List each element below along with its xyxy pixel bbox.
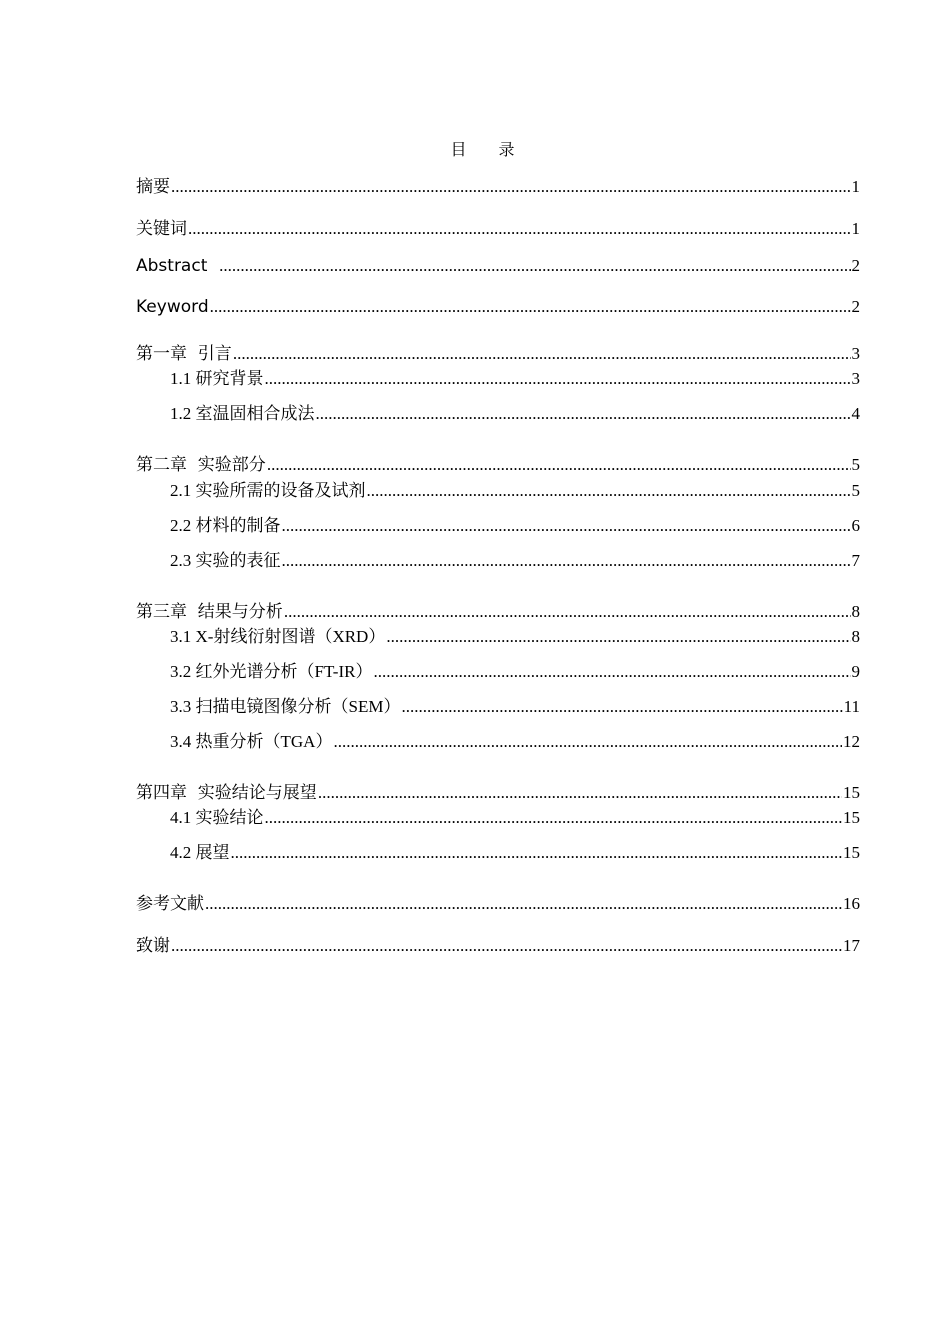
toc-page-number: 3	[851, 344, 860, 363]
toc-page-number: 12	[843, 732, 860, 751]
toc-entry-label: 致谢	[136, 936, 170, 956]
toc-page-number: 7	[851, 551, 860, 570]
toc-page-number: 4	[851, 404, 860, 423]
toc-entry-keywords-cn[interactable]	[136, 214, 860, 239]
toc-dot-leader	[265, 369, 851, 389]
toc-entry-section-3-1[interactable]	[170, 622, 860, 647]
toc-page-number: 8	[851, 627, 860, 646]
toc-page-number: 15	[843, 783, 860, 802]
toc-entry-chapter-4[interactable]	[136, 778, 860, 803]
toc-entry-label: 第三章 结果与分析	[136, 602, 283, 622]
toc-page-number: 15	[843, 843, 860, 862]
toc-entry-chapter-2[interactable]	[136, 450, 860, 475]
toc-page-number: 16	[843, 894, 860, 913]
toc-entry-section-3-3[interactable]	[170, 692, 860, 717]
toc-entry-label: 2.1 实验所需的设备及试剂	[170, 481, 366, 500]
toc-entry-section-4-1[interactable]	[170, 803, 860, 828]
toc-entry-section-3-4[interactable]	[170, 727, 860, 752]
toc-entry-label: 2.3 实验的表征	[170, 551, 281, 570]
toc-dot-leader	[233, 344, 851, 364]
toc-entry-section-4-2[interactable]	[170, 838, 860, 863]
toc-page-number: 11	[843, 697, 860, 716]
toc-page-number: 17	[843, 936, 860, 955]
toc-dot-leader	[267, 455, 851, 475]
toc-entry-keyword-en[interactable]	[136, 297, 860, 317]
toc-entry-references[interactable]	[136, 889, 860, 914]
toc-entry-chapter-1[interactable]	[136, 339, 860, 364]
toc-entry-label: 3.3 扫描电镜图像分析（SEM）	[170, 697, 401, 716]
toc-dot-leader	[333, 732, 842, 752]
toc-entry-section-1-1[interactable]	[170, 364, 860, 389]
toc-page-number: 5	[851, 481, 860, 500]
toc-dot-leader	[282, 516, 851, 536]
toc-entry-acknowledgements[interactable]	[136, 931, 860, 956]
toc-dot-leader	[171, 177, 851, 197]
toc-entry-label: 1.2 室温固相合成法	[170, 404, 315, 423]
toc-page-number: 2	[851, 297, 860, 316]
toc-dot-leader	[219, 256, 850, 276]
toc-entry-section-2-2[interactable]	[170, 511, 860, 536]
toc-entry-section-1-2[interactable]	[170, 399, 860, 424]
toc-dot-leader	[401, 697, 842, 717]
toc-entry-label: Keyword	[136, 297, 209, 317]
toc-dot-leader	[284, 602, 851, 622]
toc-entry-label: 摘要	[136, 177, 170, 197]
toc-page-number: 9	[851, 662, 860, 681]
toc-entry-label: 第二章 实验部分	[136, 455, 266, 475]
toc-entry-label: 1.1 研究背景	[170, 369, 264, 388]
toc-entry-label: 4.2 展望	[170, 843, 230, 862]
toc-page-number: 15	[843, 808, 860, 827]
toc-entry-section-3-2[interactable]	[170, 657, 860, 682]
toc-page-number: 6	[851, 516, 860, 535]
toc-dot-leader	[205, 894, 842, 914]
toc-dot-leader	[210, 297, 851, 317]
toc-entry-section-2-1[interactable]	[170, 476, 860, 501]
toc-page-number: 5	[851, 455, 860, 474]
toc-title: 目录	[450, 140, 547, 159]
toc-dot-leader	[282, 551, 851, 571]
toc-dot-leader	[367, 481, 851, 501]
toc-dot-leader	[386, 627, 850, 647]
toc-entry-label: 第四章 实验结论与展望	[136, 783, 317, 803]
toc-page-number: 1	[851, 219, 860, 238]
toc-entry-chapter-3[interactable]	[136, 597, 860, 622]
toc-page-number: 2	[851, 256, 860, 275]
toc-entry-label: Abstract	[136, 256, 219, 276]
toc-entry-abstract-en[interactable]	[136, 256, 860, 276]
toc-dot-leader	[316, 404, 851, 424]
toc-dot-leader	[373, 662, 850, 682]
toc-entry-label: 3.4 热重分析（TGA）	[170, 732, 333, 751]
toc-dot-leader	[231, 843, 843, 863]
toc-entry-label: 3.1 X-射线衍射图谱（XRD）	[170, 627, 386, 646]
toc-entry-label: 4.1 实验结论	[170, 808, 264, 827]
toc-page-number: 1	[851, 177, 860, 196]
toc-page-number: 8	[851, 602, 860, 621]
toc-entry-section-2-3[interactable]	[170, 546, 860, 571]
toc-entry-label: 参考文献	[136, 894, 204, 914]
toc-entry-label: 第一章 引言	[136, 344, 232, 364]
toc-dot-leader	[171, 936, 842, 956]
toc-page-number: 3	[851, 369, 860, 388]
toc-dot-leader	[265, 808, 843, 828]
toc-entry-label: 2.2 材料的制备	[170, 516, 281, 535]
toc-dot-leader	[188, 219, 851, 239]
toc-dot-leader	[318, 783, 842, 803]
toc-entry-abstract-cn[interactable]	[136, 172, 860, 197]
toc-entry-label: 关键词	[136, 219, 187, 239]
toc-entry-label: 3.2 红外光谱分析（FT-IR）	[170, 662, 373, 681]
